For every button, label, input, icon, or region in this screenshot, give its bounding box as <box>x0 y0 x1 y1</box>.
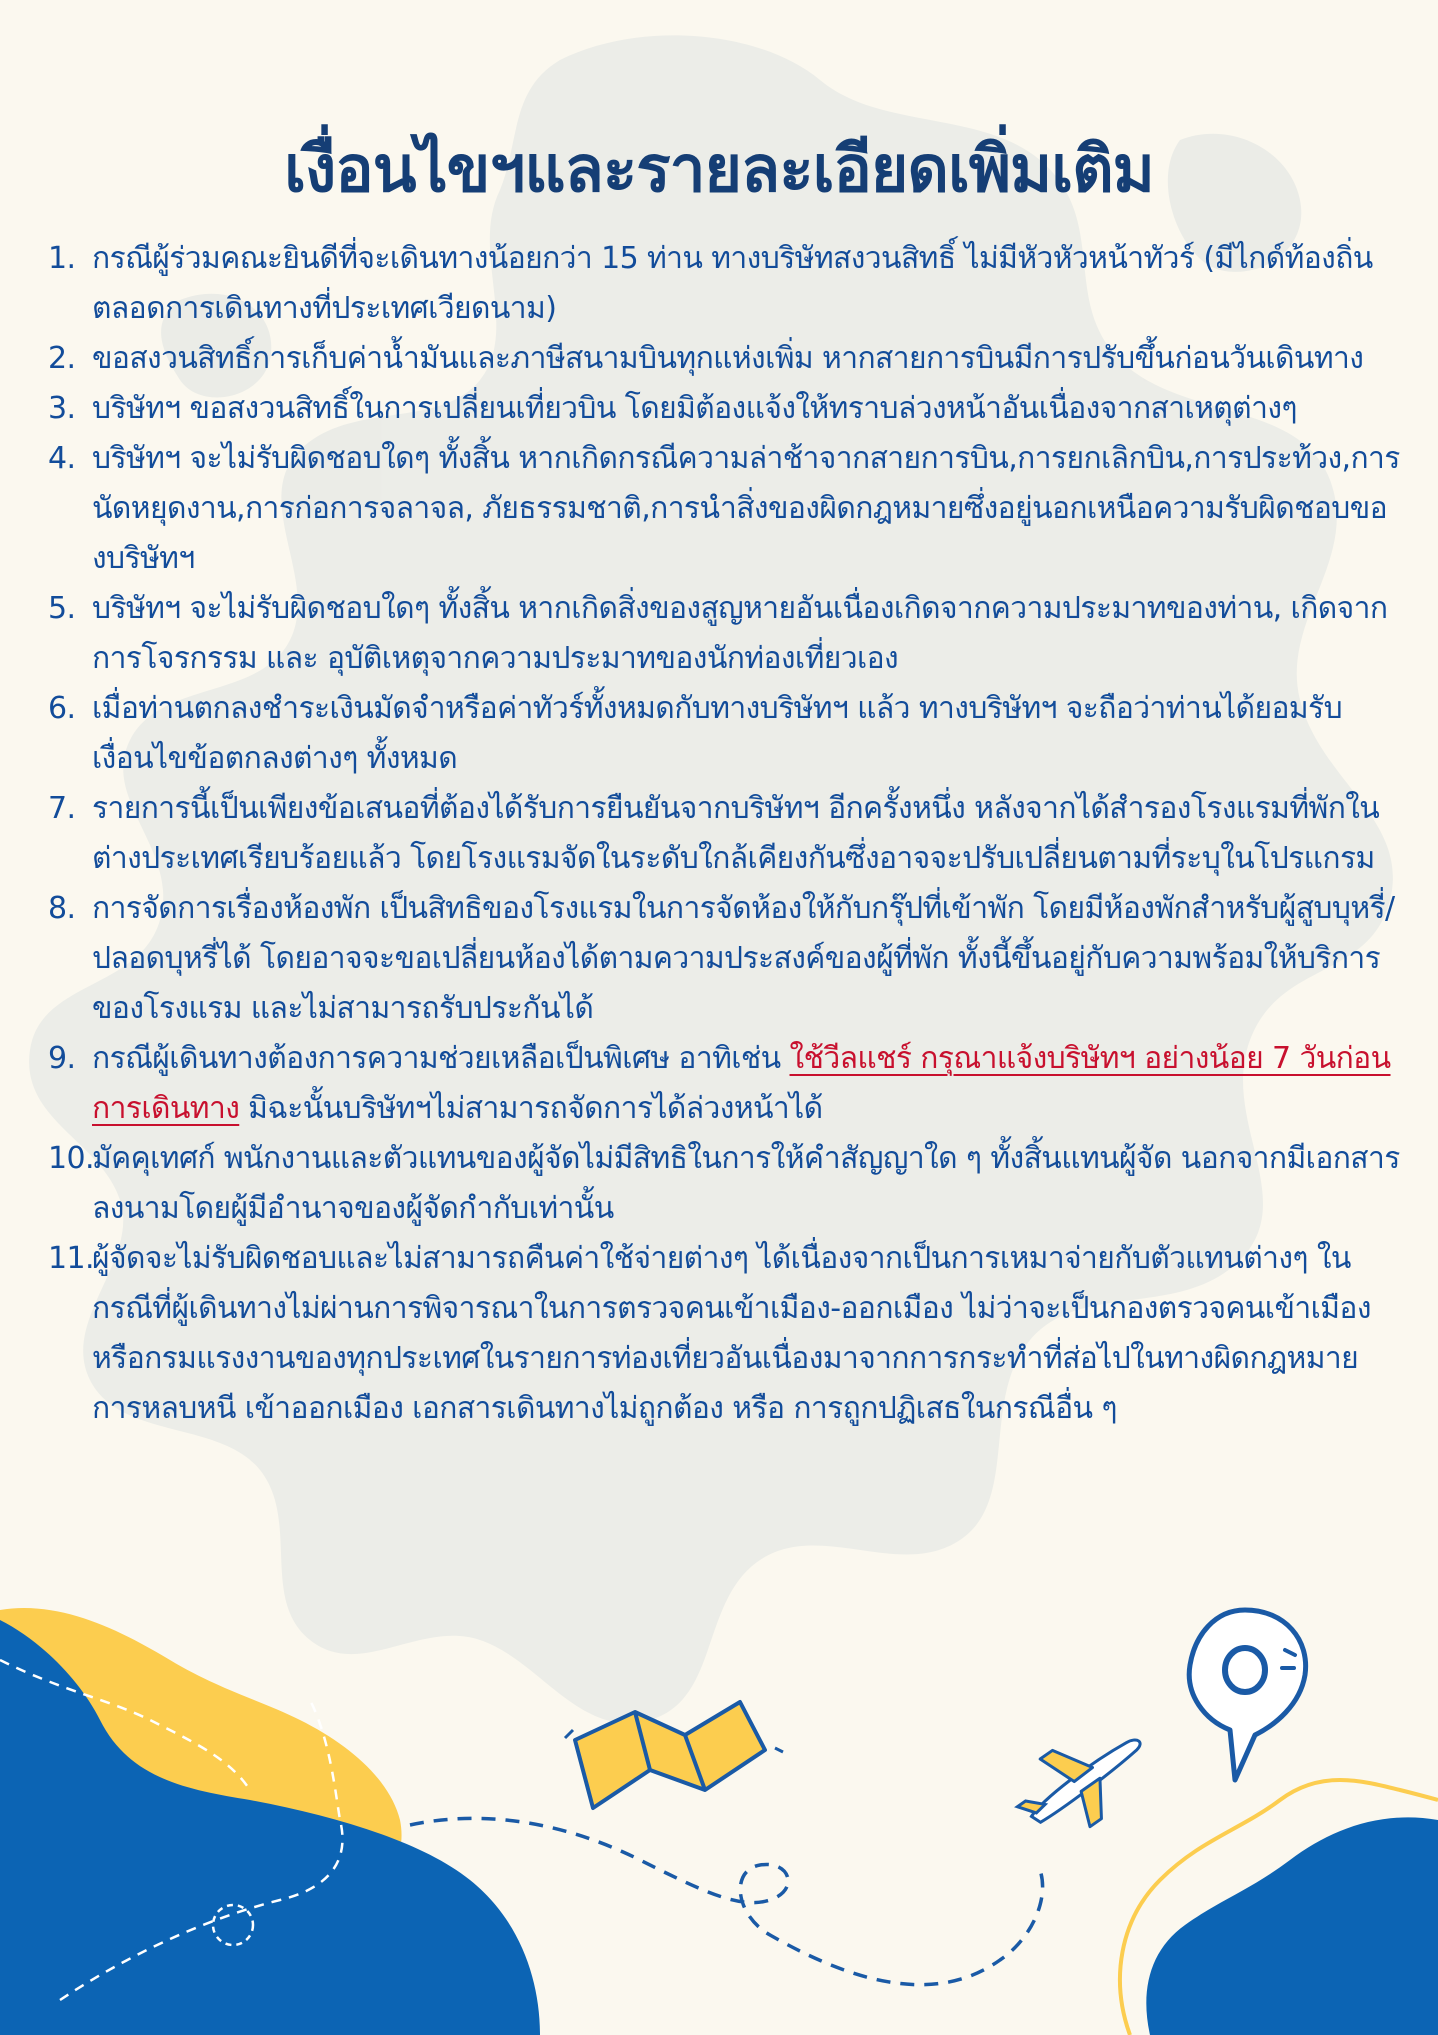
term-text-part: รายการนี้เป็นเพียงข้อเสนอที่ต้องได้รับการยืนยันจากบริษัทฯ อีกครั้งหนึ่ง หลังจากได้สำรองโรงแรมที่พักในต่างประเทศเรียบร้อยแล้ว โดยโรงแรมจัดในระดับใกล้เคียงกันซึ่งอาจจะปรับเปลี่ยนตามที่ระบุในโปรแกรม <box>92 791 1380 876</box>
term-text <box>92 1241 1371 1426</box>
term-text <box>92 391 1297 426</box>
term-text-part: กรณีผู้ร่วมคณะยินดีที่จะเดินทางน้อยกว่า 15 ท่าน ทางบริษัทสงวนสิทธิ์ ไม่มีหัวหัวหน้าทัวร์ (มีไกด์ท้องถิ่นตลอดการเดินทางที่ประเทศเวียดนาม) <box>92 241 1373 326</box>
highlighted-notice: ใช้วีลแชร์ กรุณาแจ้งบริษัทฯ อย่างน้อย 7 วันก่อนการเดินทาง <box>92 1041 1391 1126</box>
term-text <box>92 591 1387 676</box>
term-number: 7. <box>48 791 76 826</box>
term-text <box>92 891 1395 1026</box>
term-number: 2. <box>48 341 76 376</box>
term-number: 5. <box>48 591 76 626</box>
term-number: 3. <box>48 391 76 426</box>
term-text <box>92 341 1363 376</box>
term-item <box>48 884 1408 1034</box>
term-text-part: ผู้จัดจะไม่รับผิดชอบและไม่สามารถคืนค่าใช้จ่ายต่างๆ ได้เนื่องจากเป็นการเหมาจ่ายกับตัวแทนต่างๆ ในกรณีที่ผู้เดินทางไม่ผ่านการพิจารณาในการตรวจคนเข้าเมือง-ออกเมือง ไม่ว่าจะเป็นกองตรวจคนเข้าเมืองหรือกรมแรงงานของทุกประเทศในรายการท่องเที่ยวอันเนื่องมาจากการกระทำที่ส่อไปในทางผิดกฎหมาย การหลบหนี เข้าออกเมือง เอกสารเดินทางไม่ถูกต้อง หรือ การถูกปฏิเสธในกรณีอื่น ๆ <box>92 1241 1371 1426</box>
term-item <box>48 434 1408 584</box>
term-text <box>92 1141 1400 1226</box>
term-text <box>92 691 1342 776</box>
term-text-part: ขอสงวนสิทธิ์การเก็บค่าน้ำมันและภาษีสนามบินทุกแห่งเพิ่ม หากสายการบินมีการปรับขึ้นก่อนวันเดินทาง <box>92 341 1364 376</box>
term-number: 1. <box>48 241 76 276</box>
term-item <box>48 1234 1408 1434</box>
term-text <box>92 791 1379 876</box>
term-item <box>48 334 1408 384</box>
term-text-part: มัคคุเทศก์ พนักงานและตัวแทนของผู้จัดไม่มีสิทธิในการให้คำสัญญาใด ๆ ทั้งสิ้นแทนผู้จัด นอกจากมีเอกสารลงนามโดยผู้มีอำนาจของผู้จัดกำกับเท่านั้น <box>92 1141 1400 1226</box>
term-text-part: เมื่อท่านตกลงชำระเงินมัดจำหรือค่าทัวร์ทั้งหมดกับทางบริษัทฯ แล้ว ทางบริษัทฯ จะถือว่าท่านได้ยอมรับเงื่อนไขข้อตกลงต่างๆ ทั้งหมด <box>92 691 1343 776</box>
term-item <box>48 584 1408 684</box>
term-item <box>48 234 1408 334</box>
term-text-part: การจัดการเรื่องห้องพัก เป็นสิทธิของโรงแรมในการจัดห้องให้กับกรุ๊ปที่เข้าพัก โดยมีห้องพักสำหรับผู้สูบบุหรี่/ ปลอดบุหรี่ได้ โดยอาจจะขอเปลี่ยนห้องได้ตามความประสงค์ของผู้ที่พัก ทั้งนี้ขึ้นอยู่กับความพร้อมให้บริการของโรงแรม และไม่สามารถรับประกันได้ <box>92 891 1395 1026</box>
term-text-part: บริษัทฯ ขอสงวนสิทธิ์ในการเปลี่ยนเที่ยวบิน โดยมิต้องแจ้งให้ทราบล่วงหน้าอันเนื่องจากสาเหตุต่างๆ <box>92 391 1297 426</box>
terms-list <box>48 234 1408 1434</box>
term-item <box>48 784 1408 884</box>
page-title: เงื่อนไขฯและรายละเอียดเพิ่มเติม <box>284 133 1154 207</box>
term-text-part: กรณีผู้เดินทางต้องการความช่วยเหลือเป็นพิเศษ อาทิเช่น <box>92 1041 790 1076</box>
term-text-part: บริษัทฯ จะไม่รับผิดชอบใดๆ ทั้งสิ้น หากเกิดกรณีความล่าช้าจากสายการบิน,การยกเลิกบิน,การประท้วง,การนัดหยุดงาน,การก่อการจลาจล, ภัยธรรมชาติ,การนำสิ่งของผิดกฎหมายซึ่งอยู่นอกเหนือความรับผิดชอบของบริษัทฯ <box>92 441 1400 576</box>
term-item <box>48 684 1408 784</box>
term-text <box>92 1041 1391 1126</box>
term-item <box>48 1034 1408 1134</box>
term-text-part: บริษัทฯ จะไม่รับผิดชอบใดๆ ทั้งสิ้น หากเกิดสิ่งของสูญหายอันเนื่องเกิดจากความประมาทของท่าน, เกิดจากการโจรกรรม และ อุบัติเหตุจากความประมาทของนักท่องเที่ยวเอง <box>92 591 1388 676</box>
term-text-part: มิฉะนั้นบริษัทฯไม่สามารถจัดการได้ล่วงหน้าได้ <box>239 1091 823 1126</box>
term-item <box>48 384 1408 434</box>
term-number: 4. <box>48 441 76 476</box>
term-number: 8. <box>48 891 76 926</box>
term-text <box>92 441 1400 576</box>
term-text <box>92 241 1373 326</box>
term-item <box>48 1134 1408 1234</box>
term-number: 10. <box>48 1141 94 1176</box>
term-number: 9. <box>48 1041 76 1076</box>
term-number: 6. <box>48 691 76 726</box>
term-number: 11. <box>48 1241 94 1276</box>
